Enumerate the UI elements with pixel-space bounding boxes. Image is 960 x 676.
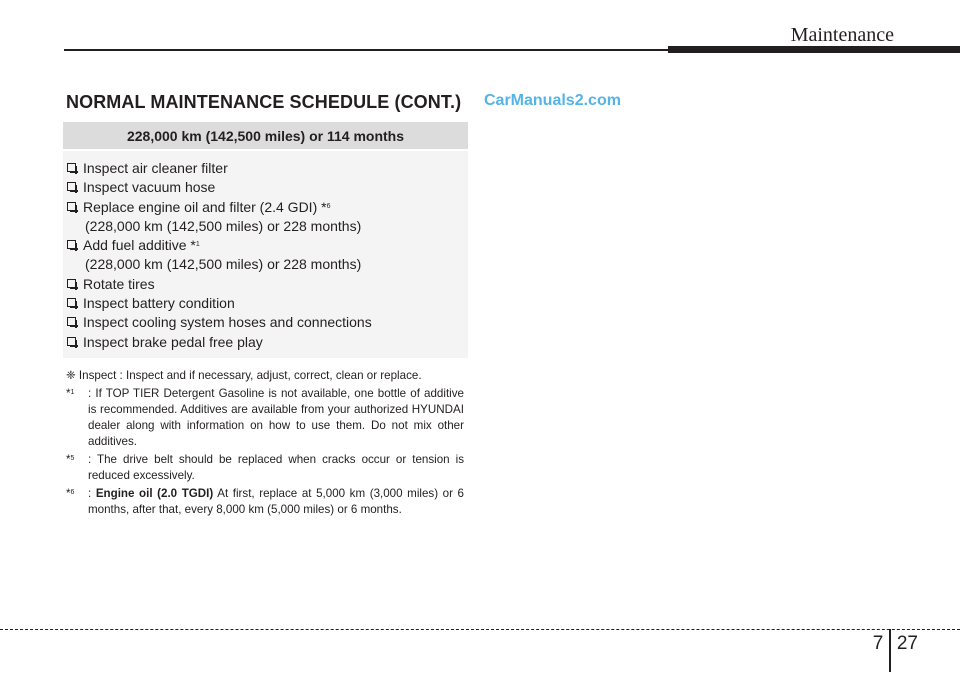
page-number — [873, 633, 918, 672]
inspect-note: ❈ Inspect : Inspect and if necessary, adjust, correct, clean or replace. — [66, 369, 422, 382]
task-item — [63, 178, 468, 197]
task-item — [63, 294, 468, 313]
checkbox-icon — [67, 182, 76, 191]
footnote-mark: *$^6$ — [66, 487, 75, 500]
task-item — [63, 313, 468, 332]
task-item — [63, 159, 468, 178]
checkbox-icon — [67, 163, 76, 172]
section-title: NORMAL MAINTENANCE SCHEDULE (CONT.) — [66, 92, 462, 112]
task-text: Inspect cooling system hoses and connections — [83, 314, 372, 331]
chapter-number: 7 — [872, 633, 884, 654]
tasks-box — [63, 151, 468, 358]
checkbox-icon — [67, 279, 76, 288]
task-item — [63, 198, 468, 237]
task-item — [63, 236, 468, 275]
task-subtext: (228,000 km (142,500 miles) or 228 months) — [85, 217, 362, 234]
checkbox-icon — [67, 298, 76, 307]
header-rule-thick — [668, 46, 960, 53]
watermark: CarManuals2.com — [484, 92, 621, 109]
header-title: Maintenance — [790, 24, 894, 46]
task-text: Inspect air cleaner filter — [83, 160, 228, 176]
footnote — [66, 386, 464, 450]
footnote-mark: *$^5$ — [66, 453, 75, 466]
checkbox-icon — [67, 240, 76, 249]
task-text: Rotate tires — [83, 275, 155, 292]
footnote — [66, 452, 464, 484]
task-text: Add fuel additive * — [83, 237, 196, 254]
footnote-text: : The drive belt should be replaced when cracks occur or tension is reduced excessively. — [88, 453, 464, 482]
page-divider — [889, 629, 891, 672]
footnote-bold: Engine oil (2.0 TGDI) — [95, 487, 214, 500]
task-text: Inspect battery condition — [83, 295, 235, 312]
header-rule — [64, 49, 670, 51]
footnote-ref: 6 — [326, 202, 331, 210]
checkbox-icon — [67, 317, 76, 326]
checkbox-icon — [67, 202, 76, 211]
footnote: *$^6$ : Engine oil (2.0 TGDI) At first, replace at 5,000 km (3,000 miles) or 6 months, after that, every 8,000 km (5,000 miles) or 6 months. — [66, 487, 464, 516]
task-text: Replace engine oil and filter (2.4 GDI) * — [83, 198, 327, 215]
footnote-mark: *$^1$ — [66, 387, 75, 400]
notes — [66, 368, 464, 518]
task-subtext: (228,000 km (142,500 miles) or 228 months) — [85, 256, 362, 273]
task-item — [63, 275, 468, 294]
footer-rule — [0, 629, 960, 630]
interval-header: 228,000 km (142,500 miles) or 114 months — [63, 122, 468, 149]
tasks-list — [63, 151, 468, 352]
footnote-text: At first, replace at 5,000 km (3,000 miles) or 6 months, after that, every 8,000 km (5,000 miles) or 6 months. — [88, 487, 464, 516]
page-index: 27 — [896, 633, 918, 654]
task-text: Inspect brake pedal free play — [83, 333, 263, 350]
checkbox-icon — [67, 337, 76, 346]
task-text: Inspect vacuum hose — [83, 179, 216, 196]
footnote-text: : If TOP TIER Detergent Gasoline is not available, one bottle of additive is recommended. Additives are available from your authorized HYUNDAI dealer along with information on how to use them. Do not mix other additives. — [88, 387, 464, 448]
footnote-ref: 1 — [195, 241, 200, 249]
task-item — [63, 333, 468, 352]
